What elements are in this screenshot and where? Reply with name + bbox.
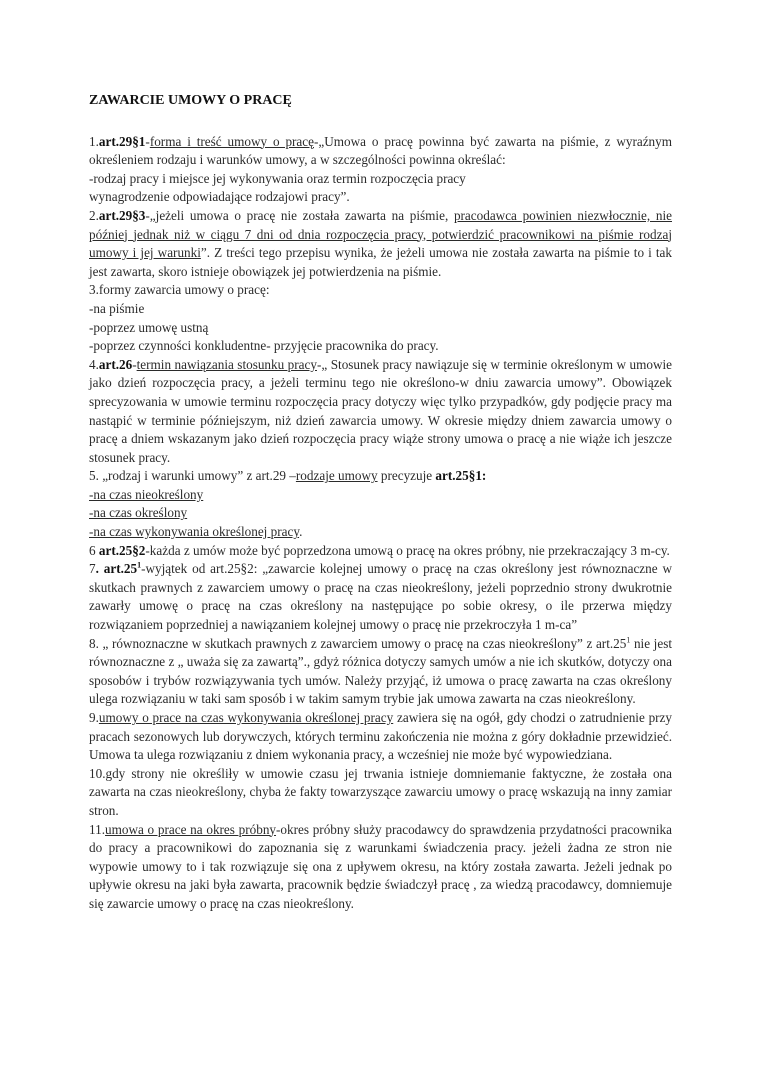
p2-number: 2. <box>89 207 99 223</box>
p11-number: 11. <box>89 821 105 837</box>
p3-line: -na piśmie <box>89 300 145 316</box>
p8-text1: 8. „ równoznaczne w skutkach prawnych z zawarciem umowy o pracę na czas nieokreślony” z art.25 <box>89 635 627 651</box>
p4-text: -„ Stosunek pracy nawiązuje się w terminie określonym w umowie jako dzień rozpoczęcia pracy, a jeżeli terminu tego nie określono-w dniu zawarcia umowy”. Obowiązek sprecyzowania w umowie terminu rozpoczęcia pracy dotyczy więc tylko przypadków, gdy podjęcie pracy ma nastąpić w terminie późniejszym, niż dzień zawarcia umowy. W okresie między dniem zawarcia umowy o pracę a dniem wskazanym jako dzień rozpoczęcia pracy wiąże strony umowa o pracę a nie wiąże ich jeszcze stosunek pracy. <box>89 356 672 465</box>
p6-text: -każda z umów może być poprzedzona umową o pracę na okres próbny, nie przekraczający 3 m-cy. <box>145 542 670 558</box>
paragraph-4 <box>89 356 672 468</box>
p3-line: 3.formy zawarcia umowy o pracę: <box>89 282 270 298</box>
p7-article-text: . art.25 <box>95 561 138 577</box>
p8-superscript: 1 <box>626 635 631 645</box>
p7-article <box>96 561 142 576</box>
p5-article: art.25§1: <box>435 468 487 484</box>
p4-dash: - <box>132 356 137 372</box>
p7-superscript: 1 <box>137 560 142 570</box>
document-page <box>89 92 672 914</box>
p3-line: -poprzez umowę ustną <box>89 319 209 335</box>
p2-underlined: pracodawca powinien niezwłocznie, nie później jednak niż w ciągu 7 dni od dnia rozpoczęcia pracy, potwierdzić pracownikowi na piśmie rodzaj umowy i jej warunki <box>89 207 672 261</box>
p9-underlined: umowy o prace na czas wykonywania określonej pracy <box>98 710 394 725</box>
p5-item: -na czas nieokreślony <box>89 486 204 502</box>
p9-number: 9. <box>89 710 99 725</box>
paragraph-7 <box>89 560 672 634</box>
p5-tail: . <box>299 524 303 540</box>
p2-text1: -„jeżeli umowa o pracę nie została zawarta na piśmie, <box>145 207 454 223</box>
p5-underlined: rodzaje umowy <box>295 468 378 484</box>
p7-text: -wyjątek od art.25§2: „zawarcie kolejnej umowy o pracę na czas określony jest równoznaczne w skutkach prawnych z zawarciem umowy o pracę na czas nieokreślony, jeżeli poprzednio strony dwukrotnie zawarły umowę o pracę na czas określony na następujące po sobie okresy, o ile przerwa między rozwiązaniem poprzedniej a nawiązaniem kolejnej umowy o pracę nie przekroczyła 1 m-ca” <box>89 561 672 633</box>
p1-article: art.29§1 <box>98 133 146 149</box>
p4-article: art.26 <box>98 356 133 372</box>
paragraph-1 <box>89 133 672 170</box>
paragraph-9 <box>89 709 672 765</box>
p4-number: 4. <box>89 356 99 372</box>
p4-topic: termin nawiązania stosunku pracy <box>136 356 317 372</box>
p1-dash: - <box>145 133 150 149</box>
p1-number: 1. <box>89 133 99 149</box>
p11-underlined: umowa o prace na okres próbny <box>105 821 277 837</box>
paragraph-6 <box>89 542 672 561</box>
paragraph-2 <box>89 207 672 281</box>
p2-article: art.29§3 <box>98 207 146 223</box>
p5-text1: 5. „rodzaj i warunki umowy” z art.29 – <box>89 468 296 484</box>
paragraph-10: 10.gdy strony nie określiły w umowie czasu jej trwania istnieje domniemanie faktyczne, że została ona zawarta na czas nieokreślony, chyba że fakty towarzyszące zawarciu umowy o pracę wskazują na inny zamiar stron. <box>89 765 672 818</box>
p11-text: -okres próbny służy pracodawcy do sprawdzenia przydatności pracownika do pracy a pracownikowi do zapoznania się z warunkami świadczenia pracy. jeżeli żadna ze stron nie wypowie umowy to i tak rozwiązuje się ona z upływem okresu, na który została zawarta. Jeżeli jednak po upływie okresu na jaki była zawarta, pracownik będzie świadczył pracę , za wiedzą pracodawcy, domniemuje się zawarcie umowy o pracę na czas nieokreślony. <box>89 821 672 911</box>
p6-article: art.25§2 <box>98 542 146 558</box>
paragraph-5 <box>89 467 672 486</box>
p5-text2: precyzuje <box>377 468 436 484</box>
p5-list-item <box>89 486 672 505</box>
p5-item: -na czas określony <box>89 505 188 521</box>
p1-list-item: wynagrodzenie odpowiadające rodzajowi pracy”. <box>89 189 350 205</box>
p5-list-item <box>89 504 672 523</box>
p5-item: -na czas wykonywania określonej pracy <box>89 524 300 540</box>
p6-number: 6 <box>89 542 99 558</box>
p1-topic: forma i treść umowy o pracę <box>149 133 314 149</box>
p9-text: zawiera się na ogół, gdy chodzi o zatrudnienie przy pracach sezonowych lub dorywczych, których terminu zakończenia nie można z góry dokładnie przewidzieć. Umowa ta ulega rozwiązaniu z dniem wykonania pracy, a wcześniej nie może być wypowiedziana. <box>89 710 672 763</box>
p7-number: 7 <box>89 561 96 577</box>
p1-list-item: -rodzaj pracy i miejsce jej wykonywania oraz termin rozpoczęcia pracy <box>89 170 466 186</box>
paragraph-11 <box>89 821 672 914</box>
paragraph-8 <box>89 635 672 709</box>
p5-list-item <box>89 523 672 542</box>
p3-line: -poprzez czynności konkludentne- przyjęcie pracownika do pracy. <box>89 338 439 354</box>
p8-text2: nie jest równoznaczne z „ uważa się za zawartą”., gdyż różnica dotyczy samych umów a nie ich skutków, dotyczy ona sposobów i trybów rozwiązywania tych umów. Należy przyjąć, iż umowa o pracę zawarta na czas określony ulega rozwiązaniu w taki sam sposób i w takim samym trybie jak umowa zawarta na czas nieokreślony. <box>89 635 672 707</box>
p2-text2: ”. Z treści tego przepisu wynika, że jeżeli umowa nie została zawarta na piśmie to i tak jest zawarta, skoro istnieje obowiązek jej potwierdzenia na piśmie. <box>89 245 673 279</box>
document-title: ZAWARCIE UMOWY O PRACĘ <box>89 93 292 108</box>
p1-text: -„Umowa o pracę powinna być zawarta na piśmie, z wyraźnym określeniem rodzaju i warunków umowy, a w szczególności powinna określać: <box>89 133 672 168</box>
